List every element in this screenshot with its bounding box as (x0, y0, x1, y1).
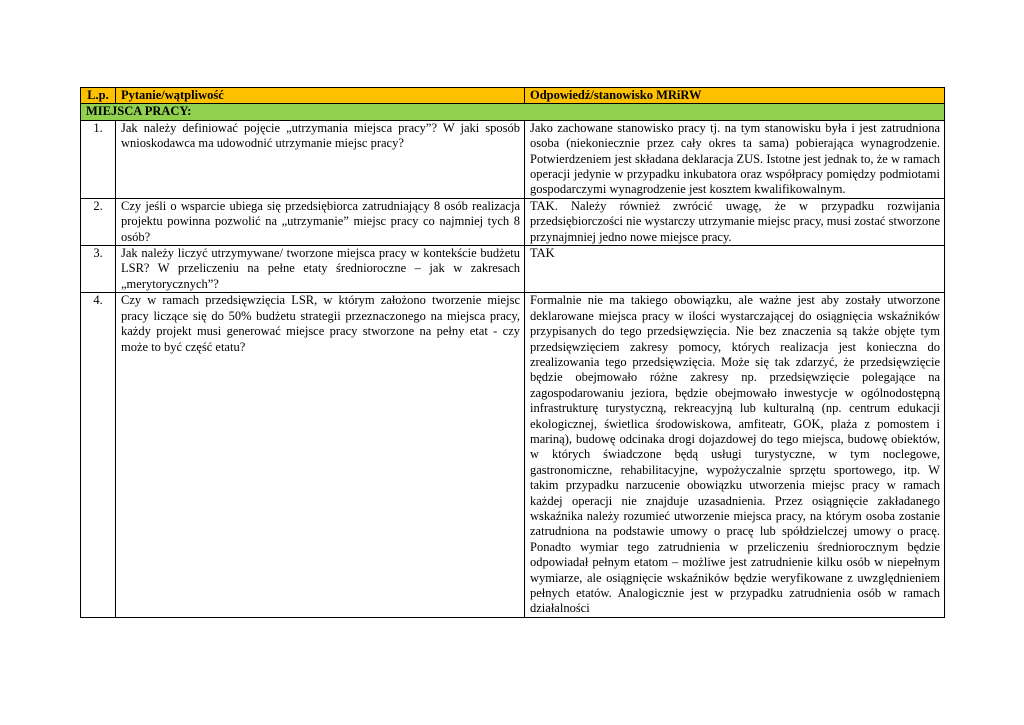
section-title: MIEJSCA PRACY: (81, 104, 945, 120)
section-row (81, 104, 945, 120)
question-cell: Czy w ramach przedsięwzięcia LSR, w którym założono tworzenie miejsc pracy liczące się do 50% budżetu strategii przeznaczonego na miejsca pracy, każdy projekt musi generować miejsce pracy stworzone na pełny etat - czy może to być część etatu? (116, 293, 525, 618)
question-cell: Czy jeśli o wsparcie ubiega się przedsiębiorca zatrudniający 8 osób realizacja projektu powinna pozwolić na „utrzymanie” miejsc pracy co najmniej tych 8 osób? (116, 198, 525, 245)
row-number: 1. (81, 120, 116, 198)
header-answer: Odpowiedź/stanowisko MRiRW (525, 88, 945, 104)
table-row (81, 120, 945, 198)
answer-cell: Jako zachowane stanowisko pracy tj. na tym stanowisku była i jest zatrudniona osoba (niekoniecznie przez cały okres ta sama) pobierająca wynagrodzenie. Potwierdzeniem jest składana deklaracja ZUS. Istotne jest jednak to, że w ramach operacji jedynie w przypadku inkubatora oraz współpracy pomiędzy podmiotami gospodarczymi wynagrodzenie jest kosztem kwalifikowalnym. (525, 120, 945, 198)
header-question: Pytanie/wątpliwość (116, 88, 525, 104)
question-cell: Jak należy definiować pojęcie „utrzymania miejsca pracy”? W jaki sposób wnioskodawca ma udowodnić utrzymanie miejsc pracy? (116, 120, 525, 198)
answer-cell: TAK. Należy również zwrócić uwagę, że w przypadku rozwijania przedsiębiorczości nie wystarczy utrzymanie miejsc pracy, musi zostać stworzone przynajmniej jedno nowe miejsce pracy. (525, 198, 945, 245)
table-row (81, 293, 945, 618)
row-number: 3. (81, 246, 116, 293)
row-number: 4. (81, 293, 116, 618)
answer-cell: TAK (525, 246, 945, 293)
table-row (81, 246, 945, 293)
header-row (81, 88, 945, 104)
row-number: 2. (81, 198, 116, 245)
question-cell: Jak należy liczyć utrzymywane/ tworzone miejsca pracy w kontekście budżetu LSR? W przeliczeniu na pełne etaty średnioroczne – jak w zakresach „merytorycznych”? (116, 246, 525, 293)
header-lp: L.p. (81, 88, 116, 104)
answer-cell: Formalnie nie ma takiego obowiązku, ale ważne jest aby zostały utworzone deklarowane miejsca pracy w ilości wystarczającej do osiągnięcia wskaźników przypisanych do tego przedsięwzięcia. Nie bez znaczenia są także objęte tym przedsięwzięciem zakresy pomocy, których realizacja jest konieczna do zrealizowania tego przedsięwzięcia. Może się tak zdarzyć, że przedsięwzięcie będzie obejmowało różne zakresy np. przedsięwzięcie polegające na zagospodarowaniu jeziora, będzie obejmowało inwestycje w ogólnodostępną infrastrukturę turystyczną, rekreacyjną lub kulturalną (np. centrum edukacji ekologicznej, świetlica środowiskowa, amfiteatr, GOK, plaża z pomostem i mariną), budowę odcinaka drogi dojazdowej do tego miejsca, budowę obiektów, w których świadczone będą usługi turystyczne, w tym noclegowe, gastronomiczne, rehabilitacyjne, wypożyczalnie sprzętu sportowego, itp. W takim przypadku narzucenie obowiązku utworzenia miejsc pracy w ramach każdej operacji nie znajduje uzasadnienia. Przez osiągnięcie zakładanego wskaźnika należy rozumieć utworzenie miejsca pracy, na którym osoba zostanie zatrudniona na podstawie umowy o pracę lub spółdzielczej umowy o pracę. Ponadto wymiar tego zatrudnienia w przeliczeniu średniorocznym będzie odpowiadał pełnym etatom – możliwe jest zatrudnienie kilku osób w niepełnym wymiarze, ale osiągnięcie wskaźników będzie weryfikowane z uwzględnieniem pełnych etatów. Analogicznie jest w przypadku zatrudnienia osób w ramach działalności (525, 293, 945, 618)
table-row (81, 198, 945, 245)
qa-table (80, 87, 945, 618)
